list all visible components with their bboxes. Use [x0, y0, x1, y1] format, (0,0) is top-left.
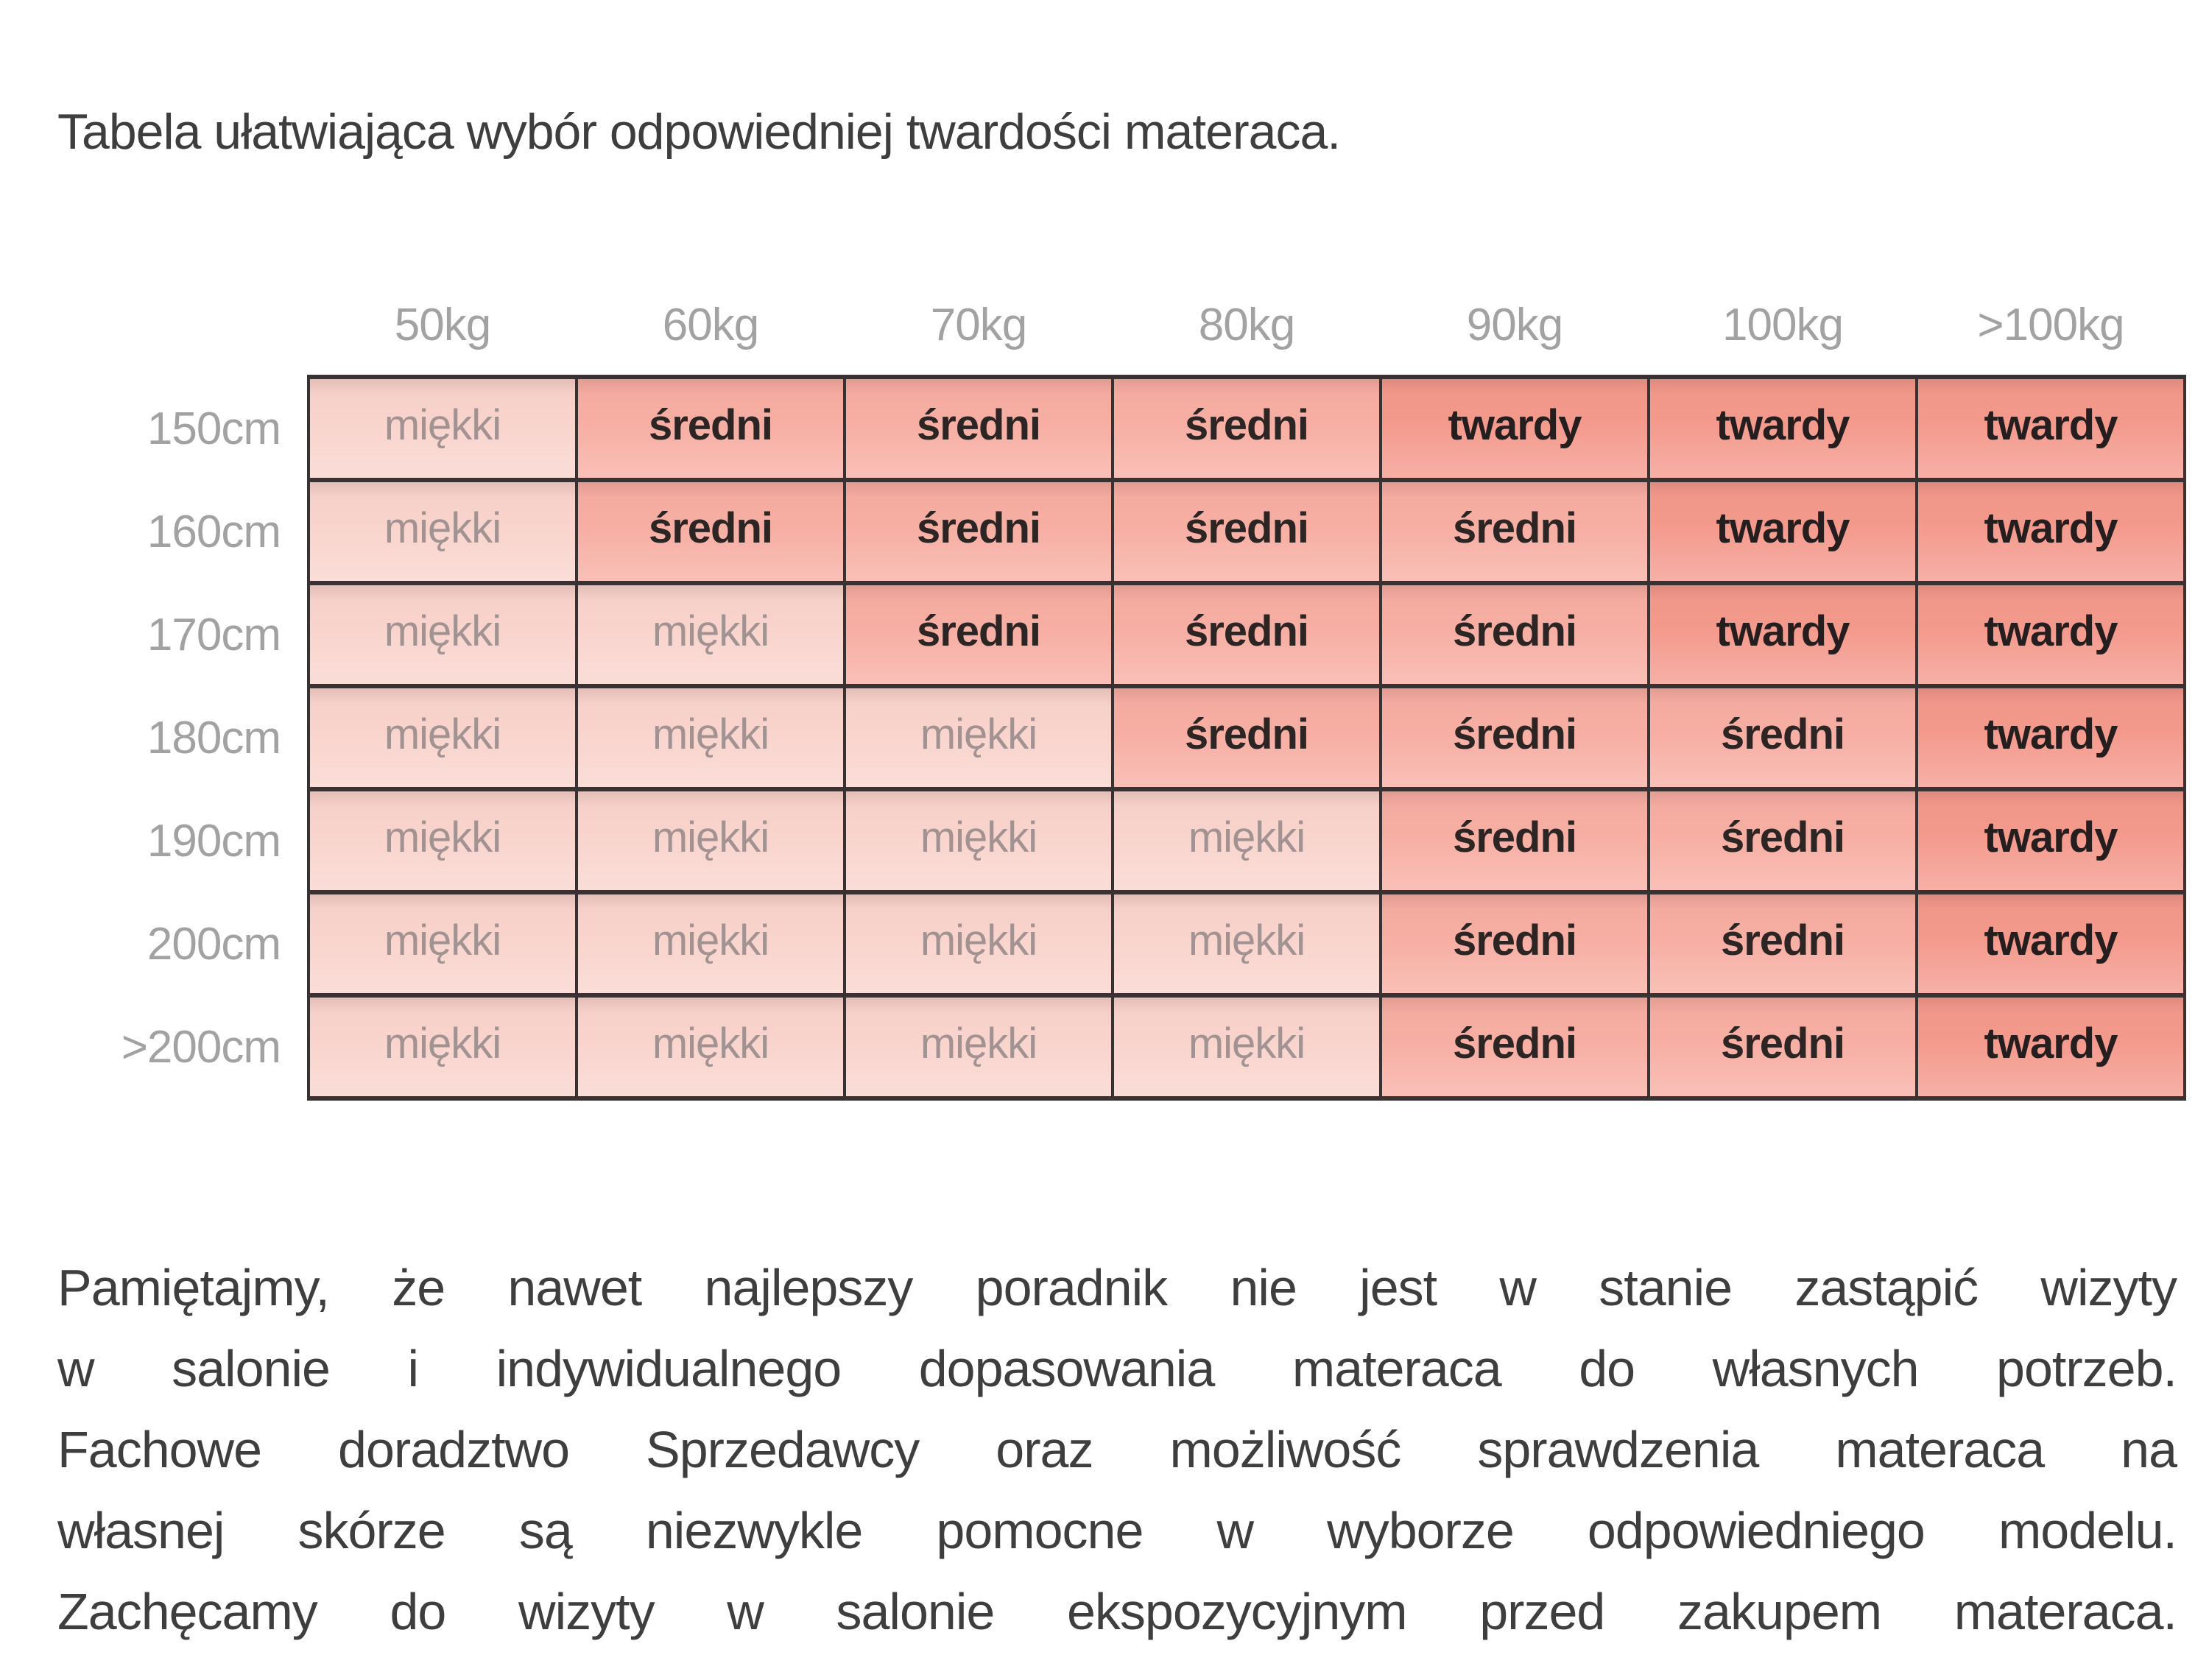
paragraph-line: Pamiętajmy, że nawet najlepszy poradnik nie jest w stanie zastąpić wizyty: [57, 1259, 2177, 1316]
paragraph-line: Zachęcamy do wizyty w salonie ekspozycyjnym przed zakupem materaca.: [57, 1583, 2177, 1640]
firmness-cell: miękki: [309, 686, 577, 789]
firmness-cell: twardy: [1917, 686, 2185, 789]
firmness-cell: miękki: [1113, 892, 1381, 995]
table-row: [57, 995, 2185, 1098]
firmness-cell: twardy: [1917, 480, 2185, 583]
firmness-cell: miękki: [1113, 995, 1381, 1098]
firmness-cell: twardy: [1917, 995, 2185, 1098]
firmness-cell: średni: [1381, 995, 1649, 1098]
paragraph-line: własnej skórze są niezwykle pomocne w wyborze odpowiedniego modelu.: [57, 1502, 2177, 1559]
firmness-cell: miękki: [577, 686, 845, 789]
table-row: [57, 480, 2185, 583]
firmness-cell: średni: [1381, 480, 1649, 583]
firmness-cell: średni: [1381, 583, 1649, 686]
firmness-cell: średni: [1381, 789, 1649, 892]
firmness-table: [57, 274, 2186, 1101]
row-header: 160cm: [147, 506, 281, 557]
page-title: Tabela ułatwiająca wybór odpowiedniej twardości materaca.: [57, 103, 1341, 160]
firmness-table-head: [57, 274, 2185, 377]
firmness-cell: średni: [845, 480, 1113, 583]
table-row: [57, 686, 2185, 789]
firmness-cell: miękki: [309, 377, 577, 480]
row-header: 180cm: [147, 712, 281, 763]
firmness-cell: średni: [577, 480, 845, 583]
column-header: 50kg: [394, 300, 491, 350]
firmness-cell: miękki: [1113, 789, 1381, 892]
advice-paragraph: [57, 1247, 2177, 1652]
firmness-table-body: [57, 377, 2185, 1098]
firmness-cell: średni: [1113, 480, 1381, 583]
firmness-cell: twardy: [1649, 583, 1917, 686]
firmness-cell: miękki: [845, 892, 1113, 995]
firmness-cell: miękki: [309, 789, 577, 892]
table-row: [57, 789, 2185, 892]
firmness-cell: średni: [1381, 686, 1649, 789]
firmness-cell: twardy: [1917, 583, 2185, 686]
paragraph-line: w salonie i indywidualnego dopasowania materaca do własnych potrzeb.: [57, 1340, 2177, 1397]
firmness-cell: miękki: [845, 789, 1113, 892]
column-header: 60kg: [662, 300, 759, 350]
firmness-cell: miękki: [309, 892, 577, 995]
row-header: >200cm: [121, 1021, 281, 1073]
row-header: 150cm: [147, 403, 281, 454]
row-header: 190cm: [147, 815, 281, 867]
firmness-cell: średni: [1113, 583, 1381, 686]
firmness-cell: średni: [1381, 892, 1649, 995]
firmness-cell: twardy: [1917, 892, 2185, 995]
firmness-cell: twardy: [1381, 377, 1649, 480]
firmness-cell: twardy: [1649, 377, 1917, 480]
table-row: [57, 583, 2185, 686]
firmness-cell: średni: [1113, 377, 1381, 480]
firmness-cell: miękki: [309, 480, 577, 583]
firmness-cell: średni: [1649, 789, 1917, 892]
firmness-cell: miękki: [577, 892, 845, 995]
table-row: [57, 377, 2185, 480]
paragraph-line: Fachowe doradztwo Sprzedawcy oraz możliwość sprawdzenia materaca na: [57, 1421, 2177, 1478]
firmness-cell: średni: [1113, 686, 1381, 789]
firmness-cell: średni: [845, 377, 1113, 480]
firmness-cell: twardy: [1917, 377, 2185, 480]
firmness-cell: miękki: [845, 995, 1113, 1098]
firmness-cell: miękki: [577, 583, 845, 686]
firmness-cell: średni: [1649, 686, 1917, 789]
firmness-cell: twardy: [1649, 480, 1917, 583]
column-header-row: [57, 274, 2185, 377]
firmness-cell: miękki: [845, 686, 1113, 789]
firmness-cell: średni: [577, 377, 845, 480]
firmness-cell: miękki: [309, 995, 577, 1098]
firmness-cell: średni: [845, 583, 1113, 686]
column-header: 90kg: [1466, 300, 1563, 350]
column-header: 70kg: [930, 300, 1027, 350]
firmness-cell: średni: [1649, 995, 1917, 1098]
firmness-cell: twardy: [1917, 789, 2185, 892]
corner-cell: [57, 274, 309, 377]
row-header: 200cm: [147, 918, 281, 970]
table-row: [57, 892, 2185, 995]
row-header: 170cm: [147, 609, 281, 660]
firmness-cell: miękki: [577, 995, 845, 1098]
column-header: 80kg: [1198, 300, 1295, 350]
column-header: >100kg: [1977, 300, 2124, 350]
column-header: 100kg: [1722, 300, 1843, 350]
firmness-cell: miękki: [309, 583, 577, 686]
firmness-cell: średni: [1649, 892, 1917, 995]
firmness-cell: miękki: [577, 789, 845, 892]
